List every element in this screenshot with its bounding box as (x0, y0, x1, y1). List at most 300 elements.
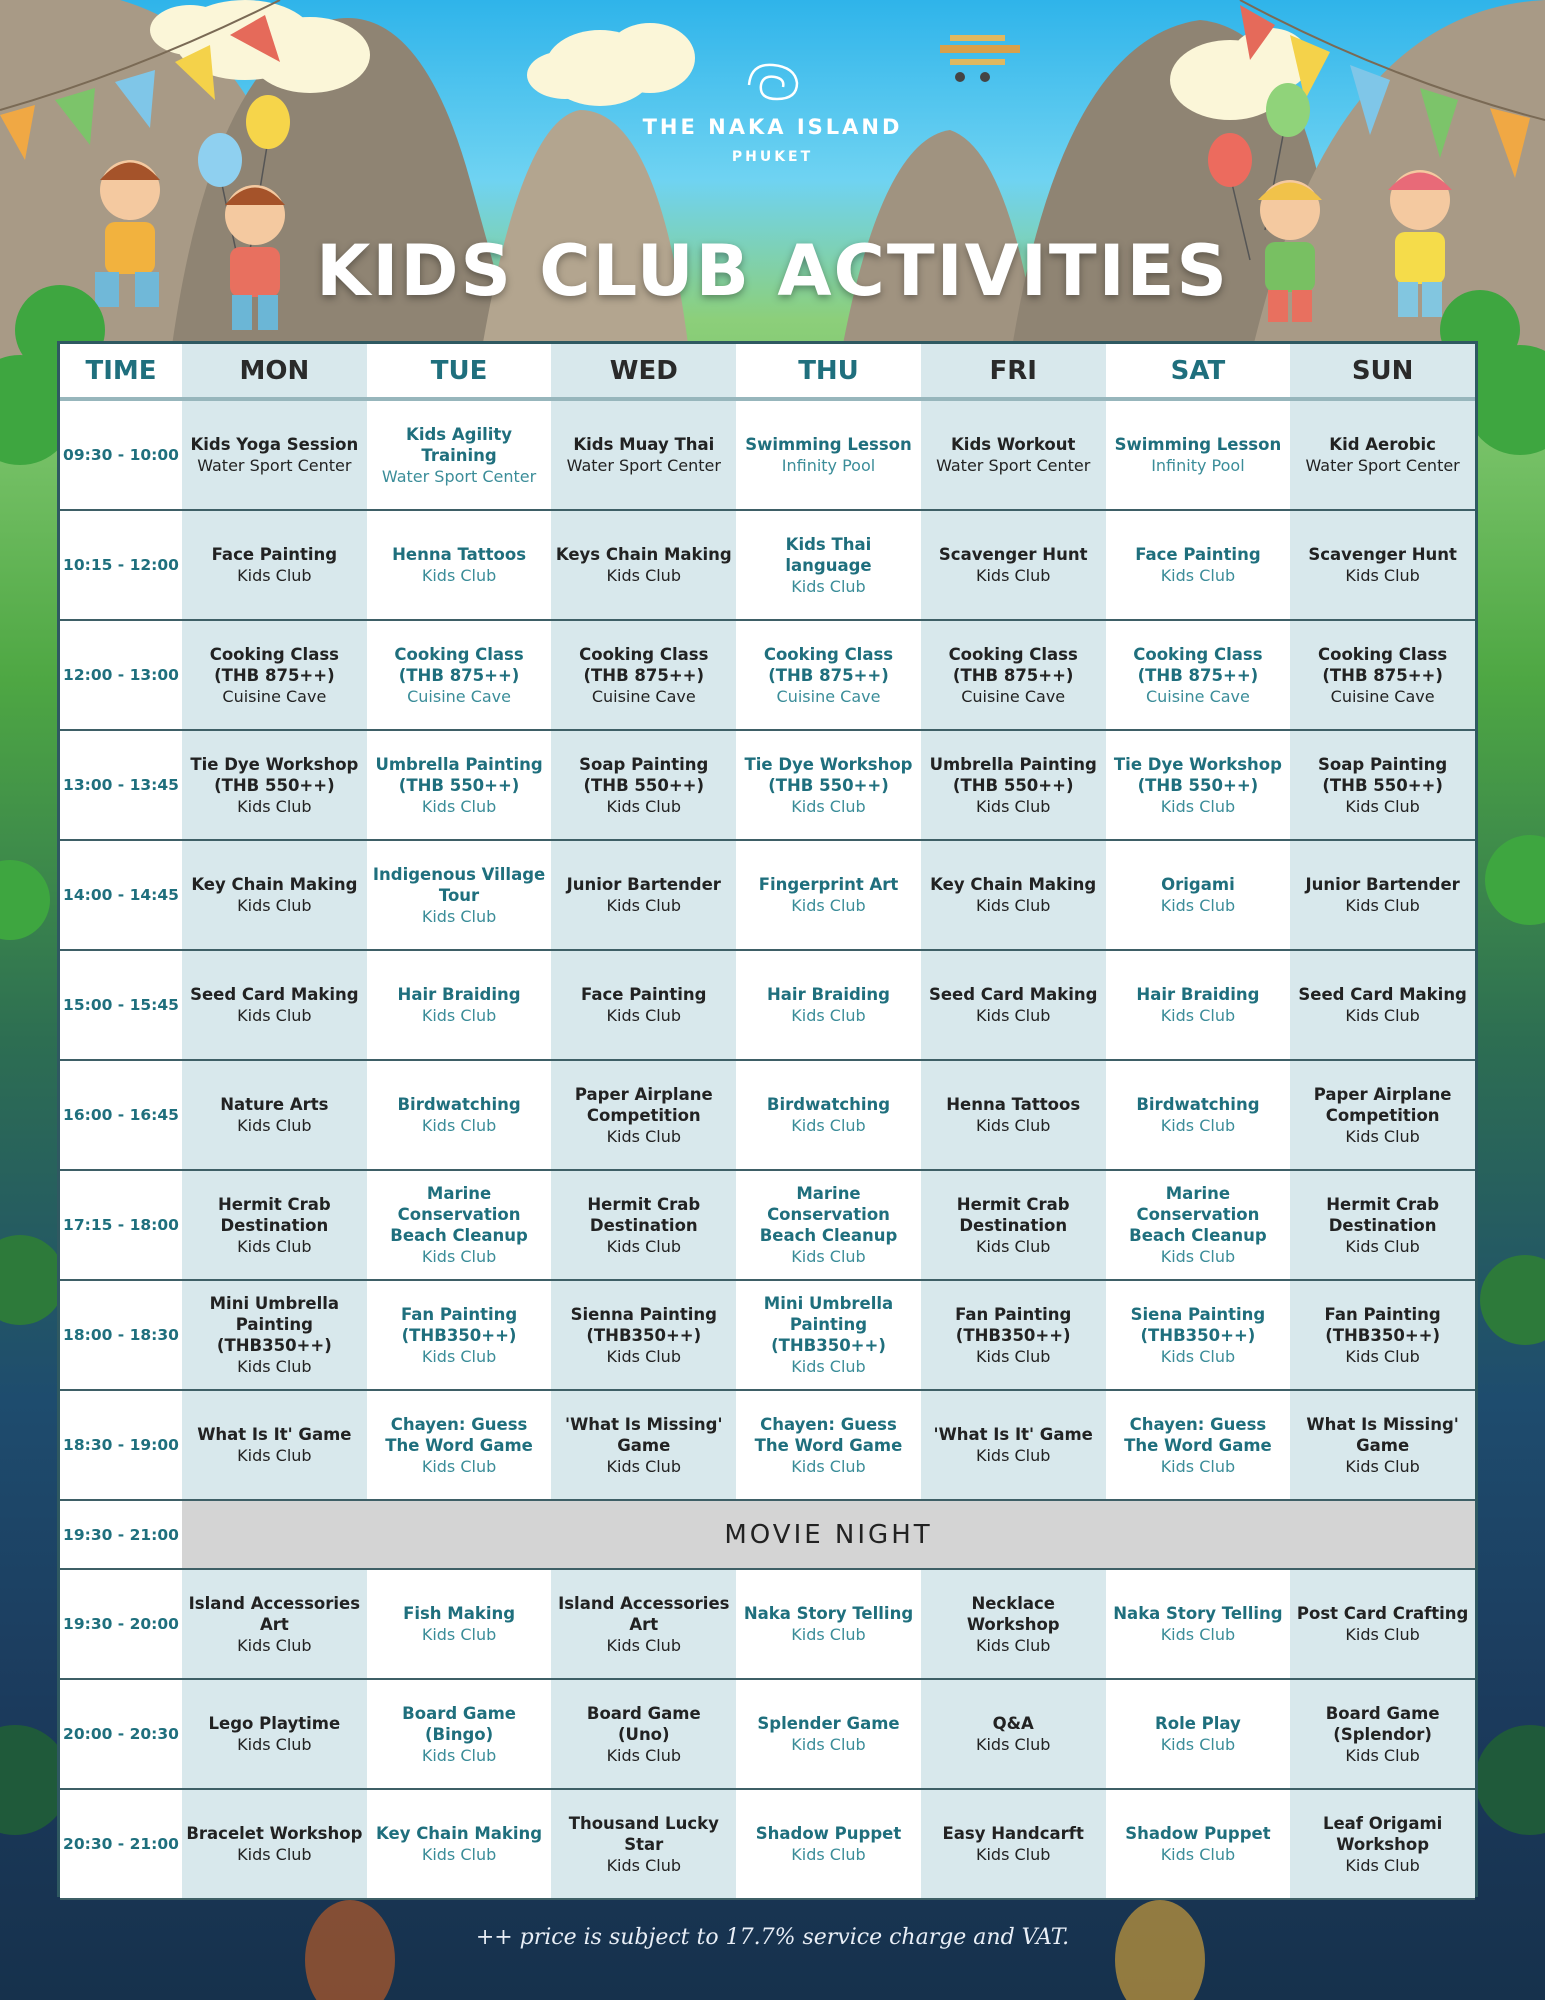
activity-name: Henna Tattoos (946, 1095, 1081, 1114)
activity-name: (THB 550++) (1322, 775, 1443, 795)
activity-location: Kids Club (1160, 1346, 1236, 1366)
activity-text (190, 434, 358, 476)
activity-location: Kids Club (791, 576, 866, 596)
activity-location: Kids Club (975, 566, 1051, 585)
activity-text (579, 754, 708, 817)
activity-name: Chayen: Guess (1129, 1414, 1267, 1434)
activity-cell (367, 1790, 552, 1900)
activity-name: Cooking Class (948, 644, 1078, 664)
activity-text (218, 1194, 331, 1257)
activity-name: Kid Aerobic (1329, 435, 1436, 454)
activity-cell (1106, 401, 1291, 511)
activity-cell (921, 1570, 1106, 1680)
brand-logo (560, 55, 985, 165)
activity-name: (Splendor) (1333, 1724, 1432, 1744)
activity-name: Fan Painting (400, 1304, 518, 1324)
activity-text (397, 1094, 520, 1136)
activity-location: Kids Club (1345, 1855, 1420, 1875)
activity-name: Beach Cleanup (390, 1226, 528, 1245)
activity-name: Hermit Crab (217, 1194, 331, 1214)
lantern-glow-left (305, 1900, 395, 2000)
activity-name: Hermit Crab (956, 1194, 1070, 1214)
activity-name: Destination (1328, 1215, 1437, 1235)
activity-text (191, 874, 357, 916)
activity-text (925, 1593, 1102, 1656)
activity-text (558, 1593, 729, 1656)
activity-cell (1290, 1680, 1475, 1790)
activity-name: Junior Bartender (566, 875, 721, 894)
activity-name: (THB350++) (1325, 1325, 1441, 1345)
activity-cell (182, 1391, 367, 1501)
activity-name: Scavenger Hunt (1308, 545, 1457, 564)
activity-location: Kids Club (975, 1845, 1051, 1864)
activity-location: Kids Club (237, 566, 312, 585)
activity-text (1326, 1703, 1440, 1766)
activity-text (1124, 1414, 1272, 1477)
time-slot: 18:30 - 19:00 (60, 1391, 182, 1501)
activity-name: (THB 875++) (768, 665, 889, 685)
column-header-sat: SAT (1106, 344, 1291, 401)
activity-name: Beach Cleanup (759, 1226, 898, 1245)
activity-location: Kids Club (1345, 1346, 1420, 1366)
activity-cell (736, 1680, 921, 1790)
activity-location: Kids Club (237, 1735, 312, 1754)
activity-name: Face Painting (1135, 545, 1261, 564)
activity-cell (1106, 1391, 1291, 1501)
time-slot: 20:00 - 20:30 (60, 1680, 182, 1790)
activity-location: Kids Club (1160, 1845, 1236, 1864)
activity-name: Nature Arts (220, 1095, 329, 1114)
activity-location: Kids Club (1345, 1126, 1420, 1146)
footnote: ++ price is subject to 17.7% service charge and VAT. (475, 1925, 1070, 1950)
activity-location: Kids Club (1345, 896, 1420, 915)
activity-text (1133, 644, 1262, 707)
activity-cell (921, 621, 1106, 731)
activity-cell (736, 621, 921, 731)
activity-location: Kids Club (421, 906, 497, 926)
activity-cell (921, 1790, 1106, 1900)
activity-name: Seed Card Making (1298, 985, 1467, 1004)
activity-text (744, 1603, 913, 1645)
activity-name: (THB 550++) (398, 775, 520, 795)
activity-cell (367, 621, 552, 731)
activity-cell (736, 1061, 921, 1171)
activity-name: (THB 550++) (1137, 775, 1259, 795)
activity-location: Kids Club (1345, 1006, 1420, 1025)
activity-name: Cooking Class (1133, 644, 1263, 664)
activity-location: Kids Club (421, 1247, 497, 1266)
time-slot: 10:15 - 12:00 (60, 511, 182, 621)
activity-cell (182, 401, 367, 511)
activity-name: Kids Thai language (785, 534, 872, 575)
activity-location: Water Sport Center (381, 466, 537, 486)
activity-name: Umbrella Painting (929, 754, 1097, 774)
activity-text (1136, 984, 1259, 1026)
activity-location: Water Sport Center (197, 456, 352, 475)
activity-location: Kids Club (606, 1236, 681, 1256)
activity-cell (921, 841, 1106, 951)
activity-cell (921, 1171, 1106, 1281)
activity-location: Kids Club (1345, 1236, 1420, 1256)
activity-name: (THB 875++) (952, 665, 1074, 685)
activity-cell (1106, 731, 1291, 841)
activity-cell (367, 1680, 552, 1790)
movie-night-banner: MOVIE NIGHT (182, 1501, 1475, 1570)
activity-location: Kids Club (975, 1236, 1051, 1256)
activity-name: (THB350++) (216, 1336, 332, 1355)
activity-text (210, 644, 339, 707)
activity-cell (367, 1281, 552, 1391)
activity-location: Kids Club (237, 1635, 312, 1655)
activity-text (565, 1414, 722, 1477)
activity-name: Hair Braiding (766, 985, 890, 1004)
activity-location: Kids Club (606, 1006, 681, 1025)
activity-text (210, 1293, 339, 1377)
activity-name: Island Accessories (188, 1593, 361, 1613)
activity-cell (182, 1680, 367, 1790)
activity-text (209, 1713, 341, 1755)
activity-name: Board Game (402, 1703, 516, 1723)
activity-cell (921, 1680, 1106, 1790)
activity-name: Cooking Class (1318, 644, 1448, 664)
brand-location: PHUKET (731, 149, 814, 165)
activity-cell (1290, 1281, 1475, 1391)
activity-text (949, 644, 1078, 707)
activity-text (1306, 1414, 1458, 1477)
activity-name: Splender Game (757, 1714, 900, 1733)
activity-text (579, 644, 708, 707)
activity-name: Swimming Lesson (1114, 435, 1282, 454)
activity-location: Kids Club (1345, 566, 1420, 585)
activity-location: Cuisine Cave (591, 686, 696, 706)
activity-name: (Bingo) (424, 1724, 494, 1744)
activity-location: Kids Club (791, 796, 866, 816)
activity-location: Kids Club (791, 1247, 866, 1266)
activity-cell (1290, 1061, 1475, 1171)
activity-name: Seed Card Making (190, 985, 359, 1004)
activity-location: Kids Club (1345, 1456, 1420, 1476)
activity-name: Leaf Origami (1322, 1813, 1443, 1833)
activity-name: (THB 875++) (1137, 665, 1259, 685)
activity-cell (551, 511, 736, 621)
activity-cell (1106, 511, 1291, 621)
activity-text (1305, 434, 1459, 476)
activity-location: Kids Club (606, 1855, 681, 1875)
activity-cell (1290, 401, 1475, 511)
movie-night-time: 19:30 - 21:00 (60, 1501, 182, 1570)
schedule-table (57, 341, 1478, 1897)
activity-cell (921, 731, 1106, 841)
activity-name: Umbrella Painting (375, 754, 543, 774)
activity-cell (551, 841, 736, 951)
activity-cell (1106, 621, 1291, 731)
activity-location: Kids Club (606, 1456, 681, 1476)
activity-text (929, 984, 1098, 1026)
activity-location: Kids Club (791, 1845, 866, 1864)
activity-cell (367, 1171, 552, 1281)
activity-location: Kids Club (1160, 1735, 1236, 1754)
activity-name: Bracelet Workshop (186, 1824, 363, 1843)
activity-name: Board Game (586, 1703, 701, 1723)
activity-text (567, 434, 721, 476)
activity-name: (THB350++) (586, 1325, 702, 1345)
activity-text (371, 1183, 548, 1267)
activity-text (581, 984, 706, 1026)
activity-cell (367, 1391, 552, 1501)
activity-text (1131, 1304, 1266, 1367)
activity-name: What Is Missing' (1306, 1414, 1459, 1434)
activity-cell (551, 401, 736, 511)
activity-cell (551, 1790, 736, 1900)
time-slot: 18:00 - 18:30 (60, 1281, 182, 1391)
activity-text (1114, 754, 1282, 817)
activity-text (1318, 754, 1447, 817)
activity-location: Kids Club (421, 1346, 497, 1366)
activity-cell (736, 1281, 921, 1391)
activity-text (930, 874, 1096, 916)
activity-name: Painting (789, 1315, 868, 1334)
activity-name: Game (617, 1435, 671, 1455)
activity-text (1326, 1194, 1439, 1257)
activity-name: Fan Painting (955, 1304, 1072, 1324)
activity-location: Kids Club (606, 1745, 681, 1765)
activity-name: (THB 550++) (768, 775, 889, 795)
activity-location: Cuisine Cave (222, 686, 327, 706)
activity-name: Thousand Lucky Star (568, 1813, 719, 1854)
activity-cell (1290, 951, 1475, 1061)
activity-location: Kids Club (975, 1735, 1051, 1754)
activity-name: Kids Muay Thai (573, 435, 715, 454)
activity-cell (182, 841, 367, 951)
activity-text (1161, 874, 1235, 916)
activity-cell (367, 1570, 552, 1680)
activity-name: Beach Cleanup (1129, 1226, 1267, 1245)
activity-cell (367, 841, 552, 951)
activity-name: Art (629, 1614, 659, 1634)
activity-name: (THB 875++) (583, 665, 705, 685)
activity-name: The Word Game (385, 1435, 533, 1455)
activity-name: Chayen: Guess (760, 1414, 897, 1434)
activity-cell (1106, 951, 1291, 1061)
activity-name: Fingerprint Art (758, 875, 899, 894)
activity-location: Kids Club (421, 1625, 497, 1644)
activity-name: Junior Bartender (1305, 875, 1460, 894)
activity-location: Kids Club (237, 1446, 312, 1465)
activity-location: Kids Club (421, 1745, 497, 1765)
activity-location: Infinity Pool (1151, 456, 1245, 475)
time-slot: 12:00 - 13:00 (60, 621, 182, 731)
activity-name: Board Game (1325, 1703, 1440, 1723)
activity-name: Mini Umbrella (209, 1294, 340, 1313)
activity-text (1298, 984, 1467, 1026)
activity-name: Birdwatching (1136, 1095, 1260, 1114)
activity-text (376, 1823, 542, 1865)
activity-location: Kids Club (237, 1357, 312, 1376)
activity-cell (182, 731, 367, 841)
activity-name: Game (1356, 1435, 1410, 1455)
activity-cell (551, 621, 736, 731)
activity-location: Kids Club (1160, 1247, 1236, 1266)
activity-name: Tie Dye Workshop (744, 754, 913, 774)
activity-cell (182, 1171, 367, 1281)
activity-name: Cooking Class (209, 644, 339, 664)
activity-name: Cooking Class (579, 644, 709, 664)
activity-name: Naka Story Telling (743, 1604, 914, 1623)
naka-wave-logo-icon (741, 55, 805, 105)
activity-location: Kids Club (421, 1845, 497, 1864)
activity-text (1297, 1603, 1468, 1645)
activity-location: Kids Club (1160, 566, 1236, 585)
activity-location: Kids Club (791, 1735, 866, 1754)
activity-cell (551, 1391, 736, 1501)
activity-text (1125, 1823, 1270, 1865)
activity-name: Post Card Crafting (1296, 1604, 1469, 1623)
activity-location: Kids Club (421, 1456, 497, 1476)
activity-name: Destination (959, 1215, 1068, 1235)
activity-text (401, 1304, 517, 1367)
activity-name: (THB 550++) (952, 775, 1074, 795)
activity-text (939, 544, 1088, 586)
activity-text (587, 1194, 700, 1257)
activity-text (930, 754, 1097, 817)
time-slot: 09:30 - 10:00 (60, 401, 182, 511)
activity-name: Fan Painting (1324, 1304, 1441, 1324)
activity-name: Key Chain Making (191, 875, 358, 894)
activity-cell (736, 841, 921, 951)
activity-cell (367, 951, 552, 1061)
activity-name: Shadow Puppet (1125, 1824, 1271, 1843)
activity-location: Cuisine Cave (961, 686, 1066, 706)
activity-text (1305, 874, 1459, 916)
activity-cell (1106, 1790, 1291, 1900)
activity-name: Necklace Workshop (966, 1593, 1060, 1634)
activity-cell (1290, 1171, 1475, 1281)
activity-cell (1106, 1171, 1291, 1281)
activity-text (190, 754, 358, 817)
activity-location: Kids Club (237, 796, 312, 816)
activity-name: (THB 550++) (583, 775, 705, 795)
activity-text (740, 1183, 917, 1267)
activity-text (936, 434, 1090, 476)
activity-cell (736, 1171, 921, 1281)
activity-location: Kids Club (1160, 796, 1236, 816)
activity-text (745, 434, 912, 476)
activity-name: Role Play (1155, 1714, 1241, 1733)
activity-text (385, 1414, 533, 1477)
activity-text (189, 1593, 360, 1656)
time-slot: 19:30 - 20:00 (60, 1570, 182, 1680)
activity-location: Cuisine Cave (407, 686, 511, 706)
activity-location: Kids Club (1345, 1625, 1420, 1644)
activity-location: Kids Club (237, 1116, 312, 1135)
activity-location: Kids Club (791, 1456, 866, 1476)
activity-name: Destination (589, 1215, 698, 1235)
activity-cell (182, 1790, 367, 1900)
activity-name: Indigenous Village Tour (372, 864, 546, 905)
activity-location: Kids Club (237, 1845, 312, 1864)
activity-name: (THB 875++) (398, 665, 520, 685)
activity-cell (921, 401, 1106, 511)
activity-cell (736, 1570, 921, 1680)
activity-name: (THB 550++) (214, 775, 335, 795)
activity-location: Kids Club (1160, 896, 1236, 915)
activity-cell (736, 511, 921, 621)
activity-location: Kids Club (1160, 1116, 1236, 1135)
activity-name: Kids Agility Training (406, 424, 513, 465)
activity-location: Kids Club (606, 896, 681, 915)
activity-cell (182, 1570, 367, 1680)
activity-text (403, 1603, 515, 1645)
activity-cell (551, 1171, 736, 1281)
activity-text (767, 1094, 890, 1136)
activity-cell (182, 621, 367, 731)
activity-text (976, 1713, 1050, 1755)
activity-cell (736, 951, 921, 1061)
activity-name: Island Accessories (558, 1593, 730, 1613)
activity-text (190, 984, 359, 1026)
column-header-sun: SUN (1290, 344, 1475, 401)
activity-name: Lego Playtime (208, 1714, 341, 1733)
activity-name: Kids Workout (951, 435, 1076, 454)
activity-name: Destination (220, 1215, 329, 1235)
activity-text (220, 1094, 328, 1136)
column-header-wed: WED (551, 344, 736, 401)
activity-text (1110, 1183, 1287, 1267)
activity-location: Kids Club (975, 1446, 1051, 1465)
activity-text (767, 984, 890, 1026)
lantern-glow-right (1115, 1900, 1205, 2000)
activity-location: Kids Club (237, 1236, 312, 1256)
activity-text (587, 1703, 701, 1766)
schedule-grid (60, 344, 1475, 1894)
activity-cell (736, 1790, 921, 1900)
activity-location: Kids Club (1160, 1006, 1236, 1025)
activity-cell (1290, 1391, 1475, 1501)
activity-cell (1106, 841, 1291, 951)
activity-text (1314, 1084, 1452, 1147)
activity-text (1323, 1813, 1442, 1876)
activity-location: Cuisine Cave (776, 686, 881, 706)
activity-location: Kids Club (421, 1116, 497, 1135)
activity-text (1318, 644, 1447, 707)
column-header-time: TIME (60, 344, 182, 401)
activity-name: Cooking Class (394, 644, 524, 664)
activity-location: Kids Club (791, 896, 866, 915)
activity-cell (921, 511, 1106, 621)
activity-text (375, 754, 542, 817)
activity-name: Keys Chain Making (555, 545, 732, 564)
activity-cell (1290, 511, 1475, 621)
activity-location: Water Sport Center (936, 456, 1091, 475)
column-header-tue: TUE (367, 344, 552, 401)
activity-cell (182, 511, 367, 621)
activity-text (402, 1703, 516, 1766)
activity-text (1325, 1304, 1441, 1367)
activity-location: Kids Club (606, 1126, 681, 1146)
activity-name: The Word Game (754, 1435, 903, 1455)
activity-name: Face Painting (211, 545, 338, 564)
activity-name: What Is It' Game (197, 1425, 352, 1444)
time-slot: 14:00 - 14:45 (60, 841, 182, 951)
activity-text (1136, 1094, 1259, 1136)
activity-text (555, 1813, 732, 1876)
activity-name: Kids Yoga Session (190, 435, 359, 454)
activity-cell (1290, 731, 1475, 841)
activity-name: Tie Dye Workshop (190, 754, 359, 774)
activity-name: Hair Braiding (1136, 985, 1260, 1004)
activity-name: Marine Conservation (1136, 1184, 1260, 1224)
activity-location: Kids Club (421, 566, 497, 585)
